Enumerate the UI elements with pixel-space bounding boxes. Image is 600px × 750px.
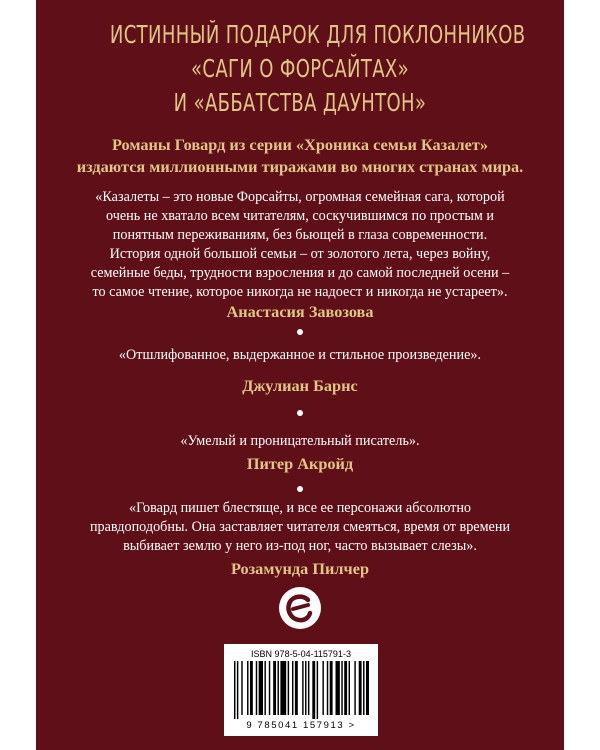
barcode-bar [359,661,362,715]
barcode-bar [247,661,248,715]
barcode-bar [295,661,298,715]
review-quote-2 [36,346,564,365]
barcode-bar [234,661,235,719]
headline [109,18,526,120]
barcode-bar [305,661,306,715]
barcode-bar [264,661,265,715]
review-quote-4 [36,499,564,556]
barcode-bar [363,661,364,715]
quote-line: История одной большой семьи – от золотого лета, через войну, [109,246,491,262]
lead-paragraph [36,134,564,178]
barcode-bar [349,661,350,715]
barcode-bar [322,661,323,715]
lead-line-2: издаются миллионными тиражами во многих странах мира. [76,157,524,176]
barcode-bar [336,661,340,715]
review-quote-3 [36,432,564,451]
barcode-bar [341,661,342,715]
separator-bullet-2 [297,410,303,416]
barcode-bar [241,661,242,715]
barcode-bar [273,661,276,715]
quote-line: «Говард пишет блестяще, и все ее персонажи абсолютно [128,500,472,516]
barcode-bar [344,661,347,715]
quote-line: понятным переживаниям, без бьющей в глаза современности. [112,227,488,243]
barcode-graphic [233,661,369,719]
barcode-bar [237,661,238,719]
quote-line: то самое чтение, которое никогда не надоест и никогда не устареет». [92,284,508,300]
barcode-bar [269,661,270,715]
separator-bullet-3 [297,486,303,492]
barcode-bar [317,661,318,719]
barcode-number: 9 785041 157913 > [246,720,356,731]
barcode-bar [259,661,263,715]
quote-line: правдоподобны. Она заставляет читателя смеяться, время от времени [89,519,511,535]
quote-line: выбивает землю у него из-под ног, часто вызывает слезы». [123,538,477,554]
barcode-bar [330,661,333,715]
review-author-1: Анастасия Завозова [226,302,374,321]
barcode-bar [278,661,279,715]
headline-line-3: И «АББАТСТВА ДАУНТОН» [173,88,427,117]
barcode-bar [354,661,355,715]
quote-line: очень не хватало всем читателям, соскучившимся по простым и [105,208,494,224]
isbn-label: ISBN 978-5-04-115791-3 [251,649,351,659]
headline-line-1: ИСТИННЫЙ ПОДАРОК ДЛЯ ПОКЛОННИКОВ [109,20,526,49]
barcode-bar [288,661,289,715]
isbn-barcode-box [224,644,378,736]
barcode-bar [312,661,315,719]
barcode-bar [327,661,328,715]
barcode-bar [308,661,309,715]
quote-line: «Умелый и проницательный писатель». [180,433,420,449]
barcode-bar [302,661,303,715]
review-author-2: Джулиан Барнс [242,376,358,395]
barcode-bar [256,661,257,715]
barcode-bar [280,661,286,715]
quote-line: семейные беды, трудности взросления и до самой последней осени – [90,265,510,281]
quote-line: «Казалеты – это новые Форсайты, огромная семейная сага, которой [95,189,505,205]
barcode-bar [250,661,253,715]
eksmo-e-logo-icon [278,586,322,630]
quote-line: «Отшлифованное, выдержанное и стильное произведение». [118,347,482,363]
cover-panel [36,0,564,750]
barcode-bar [292,661,293,715]
review-author-4: Розамунда Пилчер [230,559,370,578]
barcode-bar [366,661,369,715]
separator-bullet-1 [297,329,303,335]
lead-line-1: Романы Говард из серии «Хроника семьи Казалет» [112,135,488,154]
headline-line-2: «САГИ О ФОРСАЙТАХ» [191,54,409,83]
review-quote-1 [36,188,564,302]
review-author-3: Питер Акройд [246,454,354,473]
